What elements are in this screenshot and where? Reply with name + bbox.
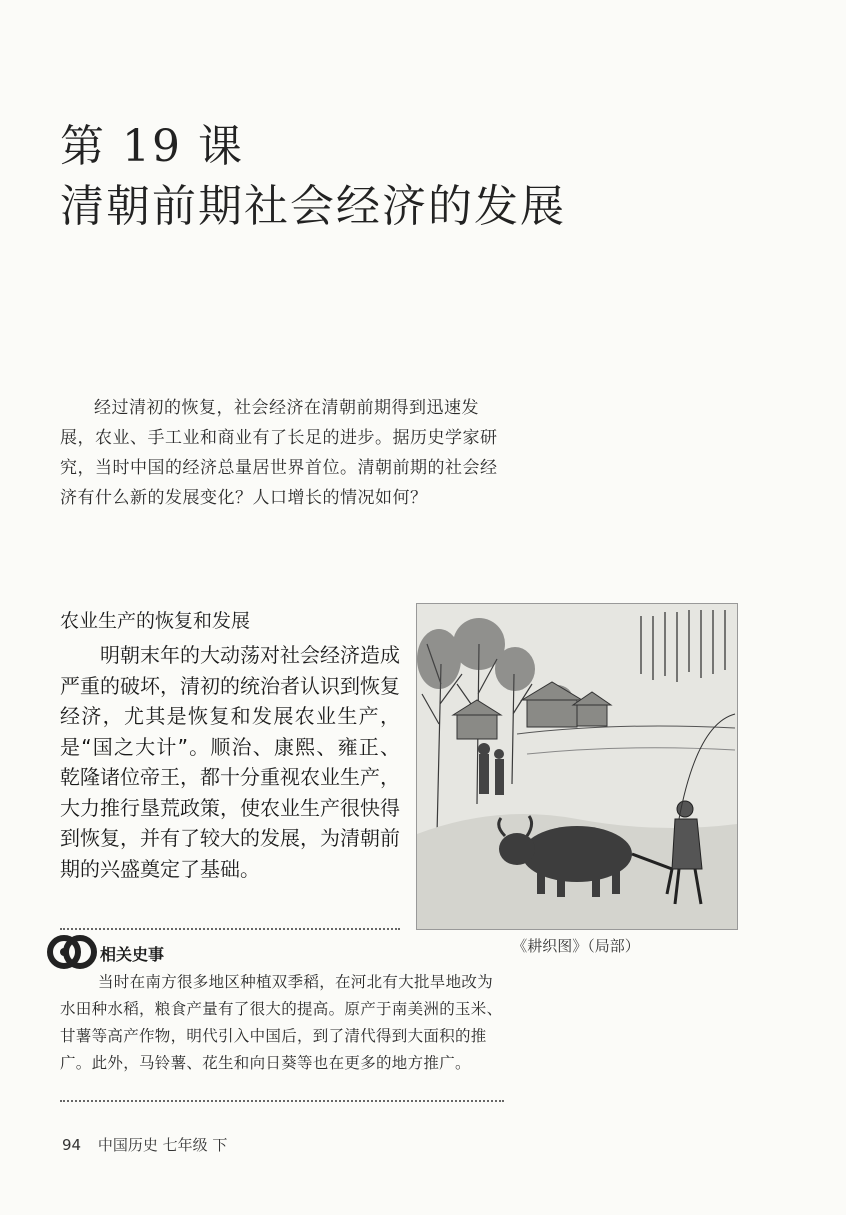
- intro-paragraph: 经过清初的恢复，社会经济在清朝前期得到迅速发展，农业、手工业和商业有了长足的进步。据历史学家研究，当时中国的经济总量居世界首位。清朝前期的社会经济有什么新的发展变化？人口增长的情况如何？: [60, 398, 498, 508]
- divider-top: [60, 928, 400, 930]
- related-history-body: 当时在南方很多地区种植双季稻，在河北有大批旱地改为水田种水稻，粮食产量有了很大的提高。原产于南美洲的玉米、甘薯等高产作物，明代引入中国后，到了清代得到大面积的推广。此外，马铃薯、花生和向日葵等也在更多的地方推广。: [60, 973, 503, 1072]
- page-footer: [62, 1134, 227, 1155]
- book-title: 中国历史 七年级 下: [97, 1136, 228, 1154]
- section-heading: 农业生产的恢复和发展: [60, 610, 251, 632]
- section-body: 明朝末年的大动荡对社会经济造成严重的破坏，清初的统治者认识到恢复经济，尤其是恢复和发展农业生产，是“国之大计”。顺治、康熙、雍正、乾隆诸位帝王，都十分重视农业生产，大力推行垦荒政策，使农业生产很快得到恢复，并有了较大的发展，为清朝前期的兴盛奠定了基础。: [60, 643, 400, 881]
- gengzhi-illustration: [416, 603, 738, 930]
- related-history-label: 相关史事: [100, 945, 165, 964]
- divider-bottom: [60, 1100, 504, 1102]
- figure-caption: 《耕织图》（局部）: [512, 937, 640, 955]
- lesson-title: 清朝前期社会经济的发展: [60, 181, 566, 232]
- page-number: 94: [62, 1136, 82, 1154]
- lesson-number: 第 19 课: [60, 121, 244, 172]
